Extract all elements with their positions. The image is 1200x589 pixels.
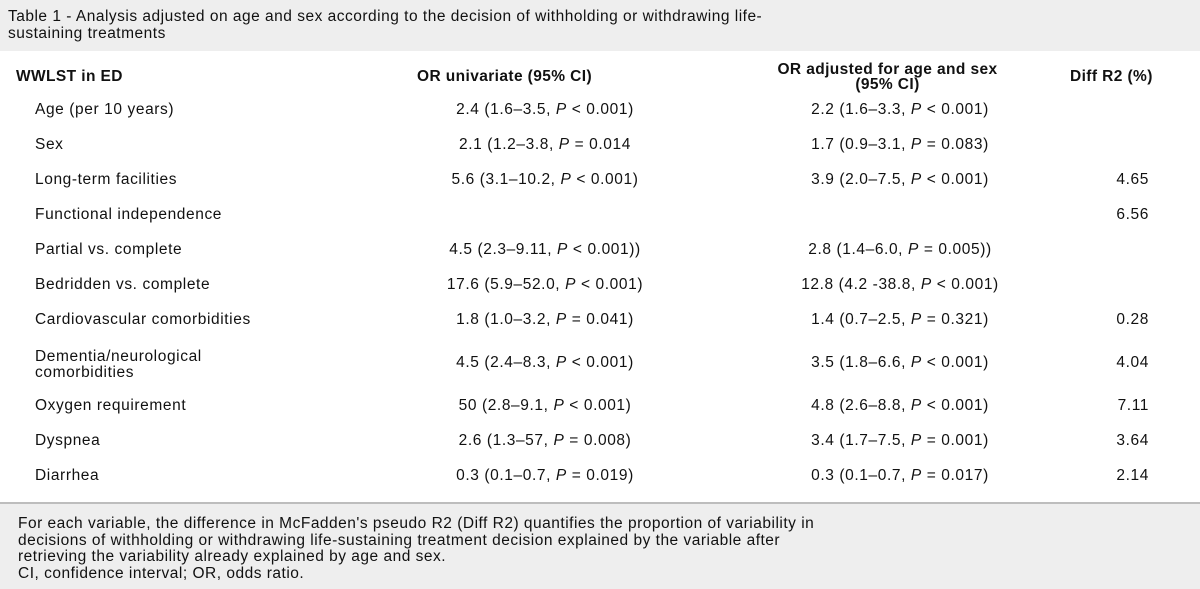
header-diff: Diff R2 (%)	[1070, 68, 1153, 85]
row-adjusted: 1.7 (0.9–3.1, P = 0.083)	[811, 136, 989, 153]
footnote-line-4: CI, confidence interval; OR, odds ratio.	[18, 564, 305, 582]
row-diff-r2: 6.56	[1116, 206, 1149, 223]
table-row	[0, 275, 1200, 295]
table-row	[0, 170, 1200, 190]
footnote-line-2: decisions of withholding or withdrawing life-sustaining treatment decision explained by the variable after	[18, 531, 781, 549]
table-row	[0, 348, 1200, 381]
row-univariate: 4.5 (2.4–8.3, P < 0.001)	[456, 354, 634, 371]
row-univariate: 4.5 (2.3–9.11, P < 0.001))	[449, 241, 641, 258]
row-adjusted: 3.5 (1.8–6.6, P < 0.001)	[811, 354, 989, 371]
row-variable: Diarrhea	[35, 467, 100, 484]
row-univariate: 1.8 (1.0–3.2, P = 0.041)	[456, 311, 634, 328]
table-row	[0, 205, 1200, 225]
table-row	[0, 240, 1200, 260]
header-variable: WWLST in ED	[16, 68, 123, 85]
header-adjusted	[715, 62, 1060, 92]
row-univariate: 0.3 (0.1–0.7, P = 0.019)	[456, 467, 634, 484]
caption-line-2: sustaining treatments	[8, 25, 166, 42]
caption-line-1: Table 1 - Analysis adjusted on age and sex according to the decision of withholding or withdrawing life-	[8, 8, 763, 25]
row-variable: Partial vs. complete	[35, 241, 183, 258]
table-row	[0, 466, 1200, 486]
footnote-line-1: For each variable, the difference in McFadden's pseudo R2 (Diff R2) quantifies the proportion of variability in	[18, 515, 815, 532]
row-variable: Dementia/neurological comorbidities	[35, 348, 202, 381]
row-adjusted: 2.8 (1.4–6.0, P = 0.005))	[808, 241, 992, 258]
row-diff-r2: 3.64	[1116, 432, 1149, 449]
header-univariate: OR univariate (95% CI)	[417, 68, 593, 85]
row-variable: Sex	[35, 136, 64, 153]
header-adjusted-line-1: OR adjusted for age and sex	[777, 61, 998, 78]
row-univariate: 2.1 (1.2–3.8, P = 0.014	[459, 136, 631, 153]
row-univariate: 5.6 (3.1–10.2, P < 0.001)	[451, 171, 639, 188]
row-variable: Cardiovascular comorbidities	[35, 311, 251, 328]
row-diff-r2: 4.65	[1116, 171, 1149, 188]
table-row	[0, 135, 1200, 155]
row-variable: Bedridden vs. complete	[35, 276, 211, 293]
footnote-line-3: retrieving the variability already explained by age and sex.	[18, 548, 447, 565]
row-variable: Dyspnea	[35, 432, 101, 449]
row-univariate: 2.6 (1.3–57, P = 0.008)	[458, 432, 632, 449]
row-diff-r2: 7.11	[1117, 397, 1149, 414]
row-adjusted: 12.8 (4.2 -38.8, P < 0.001)	[801, 276, 999, 293]
row-adjusted: 3.4 (1.7–7.5, P = 0.001)	[811, 432, 989, 449]
table-row	[0, 396, 1200, 416]
table-caption	[0, 0, 1200, 51]
row-variable: Functional independence	[35, 206, 223, 223]
table-row	[0, 310, 1200, 330]
row-adjusted: 0.3 (0.1–0.7, P = 0.017)	[811, 467, 989, 484]
table-footnote	[0, 504, 1200, 589]
row-univariate: 17.6 (5.9–52.0, P < 0.001)	[446, 276, 644, 293]
row-adjusted: 1.4 (0.7–2.5, P = 0.321)	[811, 311, 989, 328]
row-adjusted: 2.2 (1.6–3.3, P < 0.001)	[811, 101, 989, 118]
header-adjusted-line-2: (95% CI)	[855, 76, 920, 93]
row-variable: Long-term facilities	[35, 171, 178, 188]
row-variable: Oxygen requirement	[35, 397, 187, 414]
row-adjusted: 3.9 (2.0–7.5, P < 0.001)	[811, 171, 989, 188]
row-variable: Age (per 10 years)	[35, 101, 175, 118]
row-univariate: 2.4 (1.6–3.5, P < 0.001)	[456, 101, 634, 118]
table-row	[0, 100, 1200, 120]
row-adjusted: 4.8 (2.6–8.8, P < 0.001)	[811, 397, 989, 414]
table-row	[0, 431, 1200, 451]
row-diff-r2: 2.14	[1116, 467, 1149, 484]
row-diff-r2: 0.28	[1116, 311, 1149, 328]
row-diff-r2: 4.04	[1116, 354, 1149, 371]
row-univariate: 50 (2.8–9.1, P < 0.001)	[458, 397, 632, 414]
